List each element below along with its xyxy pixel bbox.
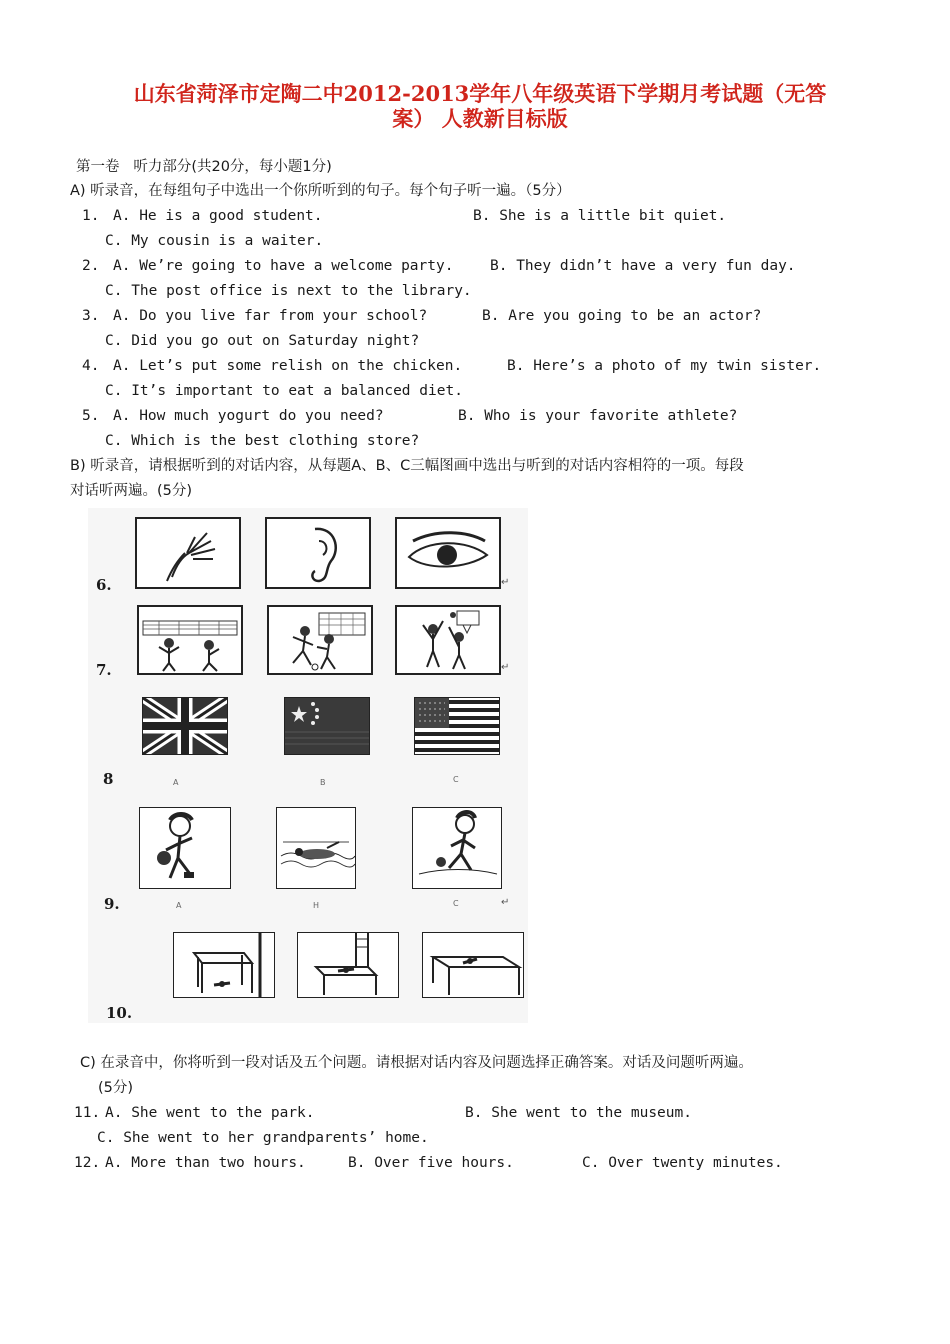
part-c-instruction: C) 在录音中，你将听到一段对话及五个问题。请根据对话内容及问题选择正确答案。对话及问题听两遍。 <box>80 1055 753 1071</box>
girl-running-icon <box>412 807 502 889</box>
ear-icon <box>265 517 371 589</box>
option-b: B. She is a little bit quiet. <box>473 208 727 224</box>
option-b: B. Over five hours. <box>348 1155 514 1171</box>
option-b: B. She went to the museum. <box>465 1105 692 1121</box>
option-b: B. Here’s a photo of my twin sister. <box>507 358 822 374</box>
picture-question-number: 9. <box>104 895 120 913</box>
option-a: A. How much yogurt do you need? <box>113 408 384 424</box>
option-c: C. It’s important to eat a balanced diet. <box>105 383 463 399</box>
usa-flag-icon <box>414 697 500 755</box>
question-number: 11. <box>74 1105 101 1121</box>
choice-label: B <box>320 778 326 787</box>
option-c: C. Over twenty minutes. <box>582 1155 783 1171</box>
option-b: B. They didn’t have a very fun day. <box>490 258 796 274</box>
question-number: 3. <box>82 308 100 324</box>
part-b-instruction: B) 听录音，请根据听到的对话内容，从每题A、B、C三幅图画中选出与听到的对话内容相符的一项。每段 <box>70 458 744 474</box>
basketball-icon <box>395 605 501 675</box>
hand-icon <box>135 517 241 589</box>
option-a: A. She went to the park. <box>105 1105 315 1121</box>
watch-on-chair-icon <box>297 932 399 998</box>
question-number: 2. <box>82 258 100 274</box>
section-heading: 第一卷 听力部分(共20分，每小题1分) <box>76 159 332 175</box>
option-b: B. Are you going to be an actor? <box>482 308 762 324</box>
part-a-instruction: A) 听录音，在每组句子中选出一个你所听到的句子。每个句子听一遍。（5分） <box>70 183 571 199</box>
option-a: A. We’re going to have a welcome party. <box>113 258 454 274</box>
choice-label: A <box>173 778 179 787</box>
volleyball-icon <box>137 605 243 675</box>
picture-question-number: 10. <box>106 1004 133 1022</box>
option-a: A. More than two hours. <box>105 1155 306 1171</box>
picture-question-number: 7. <box>96 661 112 679</box>
eye-icon <box>395 517 501 589</box>
choice-label: A <box>176 901 182 910</box>
option-c: C. Did you go out on Saturday night? <box>105 333 420 349</box>
uk-flag-icon <box>142 697 228 755</box>
picture-question-number: 6. <box>96 576 112 594</box>
option-a: A. Do you live far from your school? <box>113 308 428 324</box>
option-c: C. She went to her grandparents’ home. <box>97 1130 429 1146</box>
choice-label: C <box>453 775 459 784</box>
question-number: 1. <box>82 208 100 224</box>
option-a: A. He is a good student. <box>113 208 323 224</box>
part-c-instruction-continued: (5分) <box>98 1080 134 1096</box>
watch-under-chair-icon <box>173 932 275 998</box>
return-mark: ↵ <box>501 897 510 908</box>
question-number: 4. <box>82 358 100 374</box>
option-a: A. Let’s put some relish on the chicken. <box>113 358 463 374</box>
swimming-icon <box>276 807 356 889</box>
return-mark: ↵ <box>501 662 510 673</box>
page-title: 山东省菏泽市定陶二中2012-2013学年八年级英语下学期月考试题（无答 <box>133 81 827 106</box>
question-number: 5. <box>82 408 100 424</box>
girl-basketball-icon <box>139 807 231 889</box>
option-c: C. My cousin is a waiter. <box>105 233 324 249</box>
return-mark: ↵ <box>501 577 510 588</box>
picture-question-number: 8 <box>103 770 114 788</box>
option-c: C. Which is the best clothing store? <box>105 433 420 449</box>
watch-on-desk-icon <box>422 932 524 998</box>
option-b: B. Who is your favorite athlete? <box>458 408 738 424</box>
question-number: 12. <box>74 1155 101 1171</box>
part-b-instruction-continued: 对话听两遍。(5分) <box>70 483 193 499</box>
soccer-icon <box>267 605 373 675</box>
choice-label: H <box>313 901 320 910</box>
page-title-continued: 案） 人教新目标版 <box>392 106 568 131</box>
choice-label: C <box>453 899 459 908</box>
option-c: C. The post office is next to the library. <box>105 283 472 299</box>
china-flag-icon <box>284 697 370 755</box>
